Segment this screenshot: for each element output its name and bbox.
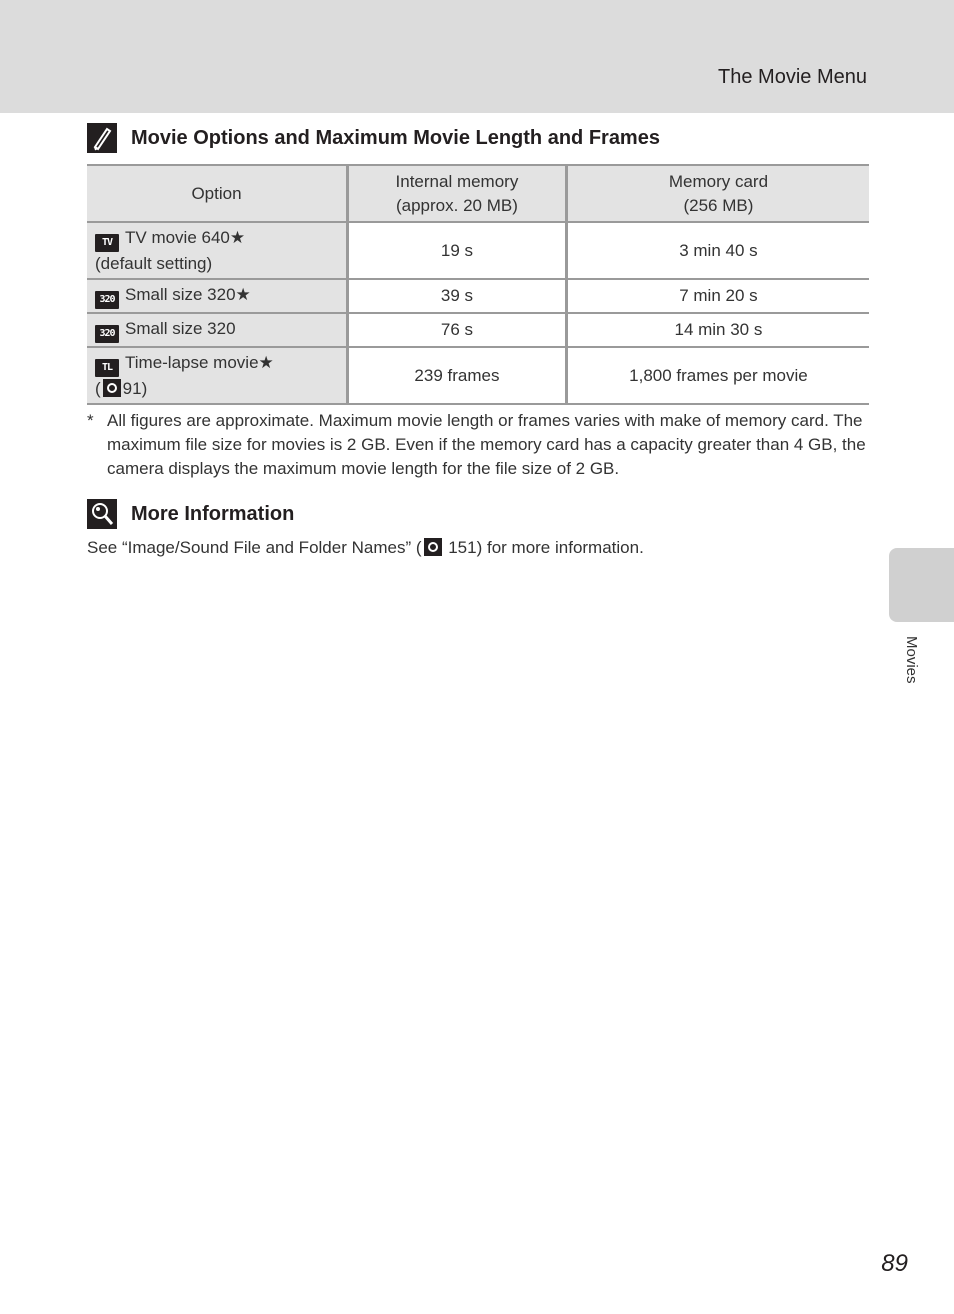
section-title: More Information	[131, 502, 295, 525]
page-reference-icon	[103, 379, 121, 397]
option-label: TV movie 640★	[125, 227, 246, 247]
more-information-text	[87, 538, 644, 558]
table-row	[87, 347, 869, 404]
option-cell	[87, 347, 348, 404]
option-label: Time-lapse movie★	[125, 352, 274, 372]
tv-movie-icon: TV	[95, 234, 119, 252]
table-header-row	[87, 165, 869, 222]
header-band	[0, 0, 954, 113]
table-footnote	[87, 409, 869, 481]
table-row	[87, 279, 869, 313]
more-info-text-after: 151) for more information.	[443, 538, 644, 557]
page-reference-icon	[424, 538, 442, 556]
internal-memory-value: 239 frames	[348, 347, 567, 404]
internal-memory-value: 76 s	[348, 313, 567, 347]
column-header-internal-memory-label: Internal memory (approx. 20 MB)	[395, 171, 519, 215]
magnifier-info-icon	[87, 499, 117, 529]
internal-memory-value: 19 s	[348, 222, 567, 279]
memory-card-value: 14 min 30 s	[566, 313, 869, 347]
section-heading	[87, 122, 869, 154]
memory-card-value: 3 min 40 s	[566, 222, 869, 279]
section-title: Movie Options and Maximum Movie Length and Frames	[131, 126, 660, 149]
option-label: Small size 320	[125, 319, 236, 338]
option-cell	[87, 222, 348, 279]
memory-card-value: 1,800 frames per movie	[566, 347, 869, 404]
internal-memory-value: 39 s	[348, 279, 567, 313]
chapter-tab-label: Movies	[903, 636, 920, 684]
option-sublabel: (default setting)	[95, 253, 213, 273]
section-heading	[87, 498, 869, 530]
movie-options-section	[87, 122, 869, 405]
movie-options-table	[87, 164, 869, 405]
option-cell	[87, 313, 348, 347]
footnote-mark: *	[87, 411, 94, 430]
option-sublabel-prefix: (	[95, 378, 101, 398]
column-header-internal-memory	[348, 165, 567, 222]
page-header-title: The Movie Menu	[718, 66, 867, 88]
page-number: 89	[881, 1250, 908, 1277]
pencil-note-icon	[87, 123, 117, 153]
more-info-text-before: See “Image/Sound File and Folder Names” (	[87, 538, 422, 557]
small-size-320-icon: 320	[95, 325, 119, 343]
option-cell	[87, 279, 348, 313]
column-header-memory-card	[566, 165, 869, 222]
footnote-text: All figures are approximate. Maximum movie length or frames varies with make of memory card. The maximum file size for movies is 2 GB. Even if the memory card has a capacity greater than 4 GB, the camera displays the maximum movie length for the file size of 2 GB.	[107, 411, 866, 478]
option-label: Small size 320★	[125, 285, 251, 304]
column-header-option: Option	[87, 165, 348, 222]
time-lapse-icon: TL	[95, 359, 119, 377]
more-information-section	[87, 498, 869, 530]
table-row	[87, 313, 869, 347]
memory-card-value: 7 min 20 s	[566, 279, 869, 313]
small-size-320-star-icon: 320	[95, 291, 119, 309]
column-header-memory-card-label: Memory card (256 MB)	[668, 171, 769, 215]
option-sublabel: 91)	[122, 378, 148, 398]
table-row	[87, 222, 869, 279]
chapter-tab	[889, 548, 954, 622]
